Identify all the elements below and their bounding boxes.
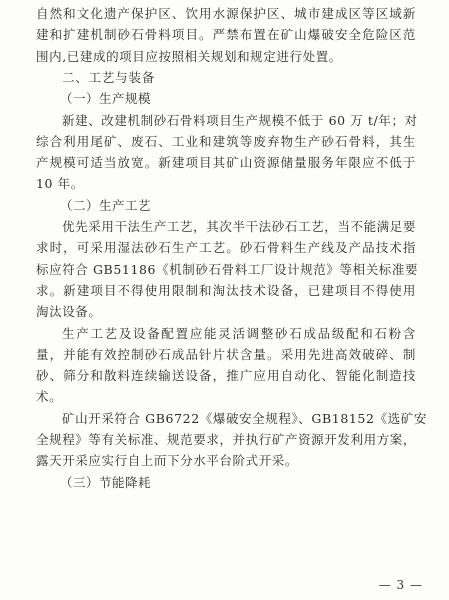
paragraph-line: 10 年。	[36, 176, 84, 192]
paragraph-line: 全规程》等有关标准、规范要求，并执行矿产资源开发利用方案，	[36, 432, 416, 447]
paragraph-line: 围内,已建成的项目应按照相关规划和规定进行处置。	[36, 48, 342, 64]
subsection-heading: （三）节能降耗	[60, 474, 152, 490]
paragraph-line: 淘汰设备。	[36, 304, 102, 320]
paragraph-line: 标应符合 GB51186《机制砂石骨料工厂设计规范》等相关标准要	[36, 261, 419, 277]
paragraph-line: 术。	[36, 389, 63, 405]
subsection-heading: （一）生产规模	[60, 91, 152, 107]
paragraph-line: 求。新建项目不得使用限制和淘汰技术设备，已建项目不得使用	[36, 282, 416, 298]
paragraph-line: 量，并能有效控制砂石成品针片状含量。采用先进高效破碎、制	[36, 346, 416, 362]
paragraph-line: 建和扩建机制砂石骨料项目。严禁布置在矿山爆破安全危险区范	[36, 27, 416, 43]
paragraph-line: 砂、筛分和散料连续输送设备，推广应用自动化、智能化制造技	[36, 368, 416, 384]
paragraph-line: 露天开采应实行自上而下分水平台阶式开采。	[36, 453, 299, 469]
paragraph-line: 矿山开采符合 GB6722《爆破安全规程》、GB18152《选矿安	[62, 410, 427, 426]
page-number: — 3 —	[378, 578, 423, 592]
paragraph-line: 产规模可适当放宽。新建项目其矿山资源储量服务年限应不低于	[36, 155, 416, 171]
paragraph-line: 自然和文化遗产保护区、饮用水源保护区、城市建成区等区域新	[36, 6, 416, 21]
subsection-heading: （二）生产工艺	[60, 197, 152, 213]
paragraph-line: 求时，可采用湿法砂石生产工艺。砂石骨料生产线及产品技术指	[36, 240, 416, 256]
paragraph-line: 优先采用干法生产工艺，其次半干法砂石工艺，当不能满足要	[62, 219, 416, 234]
paragraph-line: 综合利用尾矿、废石、工业和建筑等废弃物生产砂石骨料，其生	[36, 133, 416, 149]
paragraph-line: 新建、改建机制砂石骨料项目生产规模不低于 60 万 t/年；对	[62, 112, 418, 128]
paragraph-line: 生产工艺及设备配置应能灵活调整砂石成品级配和石粉含	[62, 325, 416, 341]
section-heading: 二、工艺与装备	[62, 69, 156, 85]
